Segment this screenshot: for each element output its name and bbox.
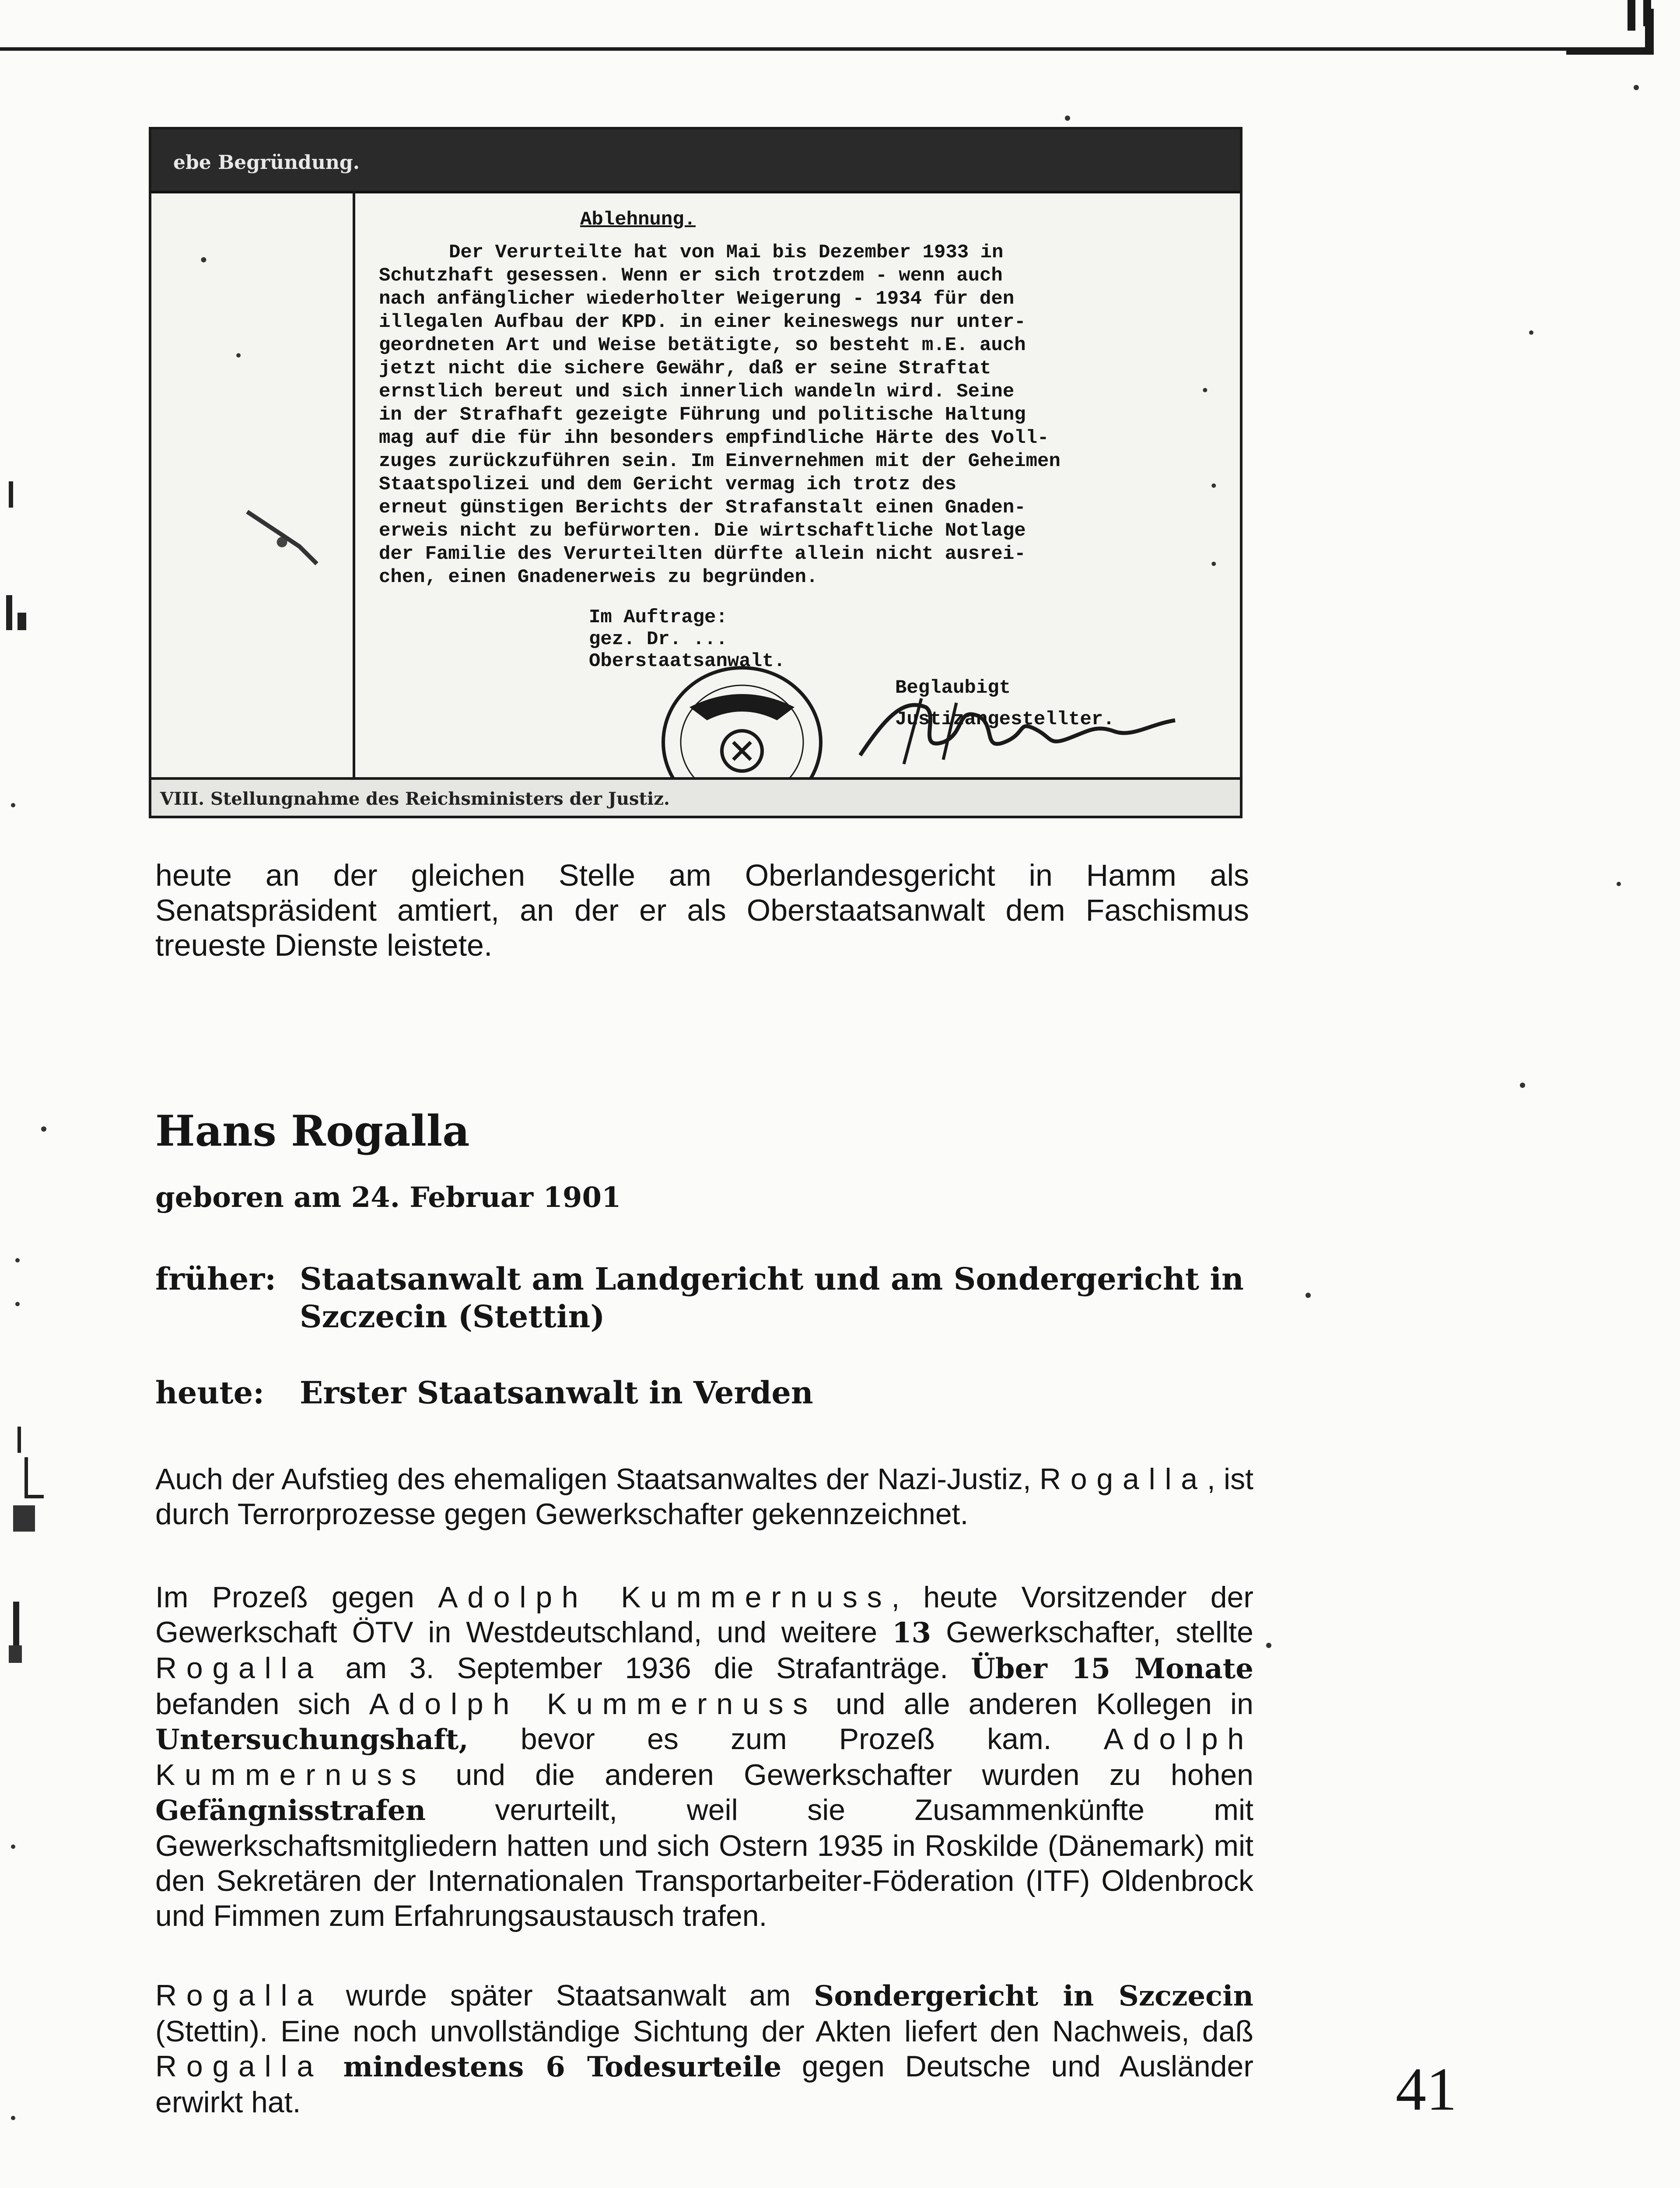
paragraph-2: [155, 1580, 1253, 1933]
text-run: Auch der Aufstieg des ehemaligen Staatsanwaltes der Nazi-Justiz,: [155, 1462, 1031, 1496]
emphasis-text: 13: [892, 1616, 931, 1649]
spaced-name: Rogalla: [155, 1652, 323, 1685]
document-line: jetzt nicht die sichere Gewähr, daß er seine Straftat: [379, 358, 991, 379]
text-run: Gewerkschafter, stellte: [946, 1616, 1253, 1649]
document-line: Staatspolizei und dem Gericht vermag ich trotz des: [379, 473, 957, 495]
document-line: in der Strafhaft gezeigte Führung und politische Haltung: [379, 404, 1026, 426]
corner-scan-mark-icon: [1558, 0, 1662, 57]
person-name-heading: Hans Rogalla: [155, 1106, 470, 1156]
certification-line: Beglaubigt: [895, 677, 1011, 699]
document-line: erneut günstigen Berichts der Strafanstalt einen Gnaden-: [379, 497, 1026, 519]
emphasis-text: Untersuchungshaft,: [155, 1723, 469, 1756]
embedded-document-scan: [149, 127, 1242, 818]
document-caption: heute an der gleichen Stelle am Oberlandesgericht in Hamm als Senatspräsident amtiert, an der er als Oberstaatsanwalt dem Faschismus treueste Dienste leistete.: [155, 858, 1249, 962]
signature-line: Oberstaatsanwalt.: [589, 650, 785, 672]
document-line: Schutzhaft gesessen. Wenn er sich trotzdem - wenn auch: [379, 265, 1003, 287]
document-body: [379, 208, 1219, 589]
certification-block: [895, 672, 1115, 735]
document-line: mag auf die für ihn besonders empfindliche Härte des Voll-: [379, 427, 1049, 449]
career-earlier-label: früher:: [155, 1261, 276, 1297]
spaced-name: Adolph Kummernuss: [438, 1581, 892, 1614]
career-earlier-row: [155, 1260, 1293, 1339]
document-line: erweis nicht zu befürworten. Die wirtschaftliche Notlage: [379, 520, 1026, 542]
text-run: am 3. September 1936 die Strafanträge.: [345, 1652, 948, 1685]
document-header-bar: [151, 130, 1240, 193]
document-footer-bar: [151, 777, 1240, 818]
certification-line: Justizangestellter.: [895, 708, 1115, 730]
text-run: befanden sich: [155, 1687, 351, 1721]
spaced-name: Rogalla: [155, 1979, 323, 2012]
document-line: chen, einen Gnadenerweis zu begründen.: [379, 566, 818, 588]
text-run: , heute Vorsitzender der Gewerkschaft ÖTV in Westdeutschland, und weitere: [155, 1581, 1253, 1649]
career-now-row: [155, 1374, 1293, 1413]
text-run: bevor es zum Prozeß kam.: [520, 1722, 1052, 1756]
text-run: (Stettin). Eine noch unvollständige Sichtung der Akten liefert den Nachweis, daß: [155, 2015, 1253, 2048]
document-line: Der Verurteilte hat von Mai bis Dezember 1933 in: [449, 242, 1004, 263]
paragraph-3: [155, 1978, 1253, 2120]
paragraph-1: [155, 1462, 1253, 1532]
document-line: geordneten Art und Weise betätigte, so besteht m.E. auch: [379, 334, 1026, 356]
page-number: 41: [1396, 2055, 1457, 2123]
document-lines: [379, 241, 1219, 589]
document-title: Ablehnung.: [580, 209, 696, 231]
emphasis-text: mindestens 6 Todesurteile: [343, 2051, 782, 2083]
spaced-name: Adolph Kummernuss: [155, 1722, 1253, 1792]
birth-date: geboren am 24. Februar 1901: [155, 1181, 621, 1214]
document-header-text: ebe Begründung.: [173, 151, 360, 174]
text-run: wurde später Staatsanwalt am: [346, 1979, 791, 2012]
emphasis-text: Sondergericht in Szczecin: [814, 1980, 1253, 2013]
document-line: illegalen Aufbau der KPD. in einer keineswegs nur unter-: [379, 311, 1026, 333]
text-run: Im Prozeß gegen: [155, 1581, 414, 1614]
career-now-value: Erster Staatsanwalt in Verden: [300, 1375, 813, 1411]
career-earlier-value: Staatsanwalt am Landgericht und am Sondergericht in Szczecin (Stettin): [300, 1261, 1244, 1335]
document-column-divider: [353, 191, 355, 777]
emphasis-text: Über 15 Monate: [970, 1652, 1253, 1685]
career-now-label: heute:: [155, 1375, 265, 1411]
text-run: und alle anderen Kollegen in: [836, 1687, 1253, 1721]
spaced-name: Rogalla: [155, 2050, 323, 2083]
document-line: ernstlich bereut und sich innerlich wandeln wird. Seine: [379, 381, 1015, 403]
text-run: und die anderen Gewerkschafter wurden zu hohen: [455, 1758, 1253, 1792]
text-run: verurteilt, weil sie Zusammenkünfte mit Gewerkschaftsmitgliedern hatten und sich Ostern 1935 in Roskilde (Dänemark) mit den Sekretären der Internationalen Transportarbeiter-Föderation (ITF) Oldenbrock und Fimmen zum Erfahrungsaustausch trafen.: [155, 1793, 1253, 1932]
text-run: gegen Deutsche und Ausländer erwirkt hat.: [155, 2050, 1253, 2119]
document-line: zuges zurückzuführen sein. Im Einvernehmen mit der Geheimen: [379, 450, 1060, 472]
text-run: , ist durch Terrorprozesse gegen Gewerkschafter gekennzeichnet.: [155, 1462, 1253, 1531]
spaced-name: Adolph Kummernuss: [369, 1687, 818, 1721]
document-line: nach anfänglicher wiederholter Weigerung - 1934 für den: [379, 288, 1015, 310]
document-line: der Familie des Verurteilten dürfte allein nicht ausrei-: [379, 543, 1026, 565]
spaced-name: Rogalla: [1039, 1462, 1207, 1496]
signature-line: Im Auftrage:: [589, 607, 728, 628]
document-footer-text: VIII. Stellungnahme des Reichsministers der Justiz.: [160, 789, 670, 809]
top-border-rule: [0, 47, 1645, 51]
emphasis-text: Gefängnisstrafen: [155, 1794, 426, 1827]
signature-line: gez. Dr. ...: [589, 628, 728, 650]
